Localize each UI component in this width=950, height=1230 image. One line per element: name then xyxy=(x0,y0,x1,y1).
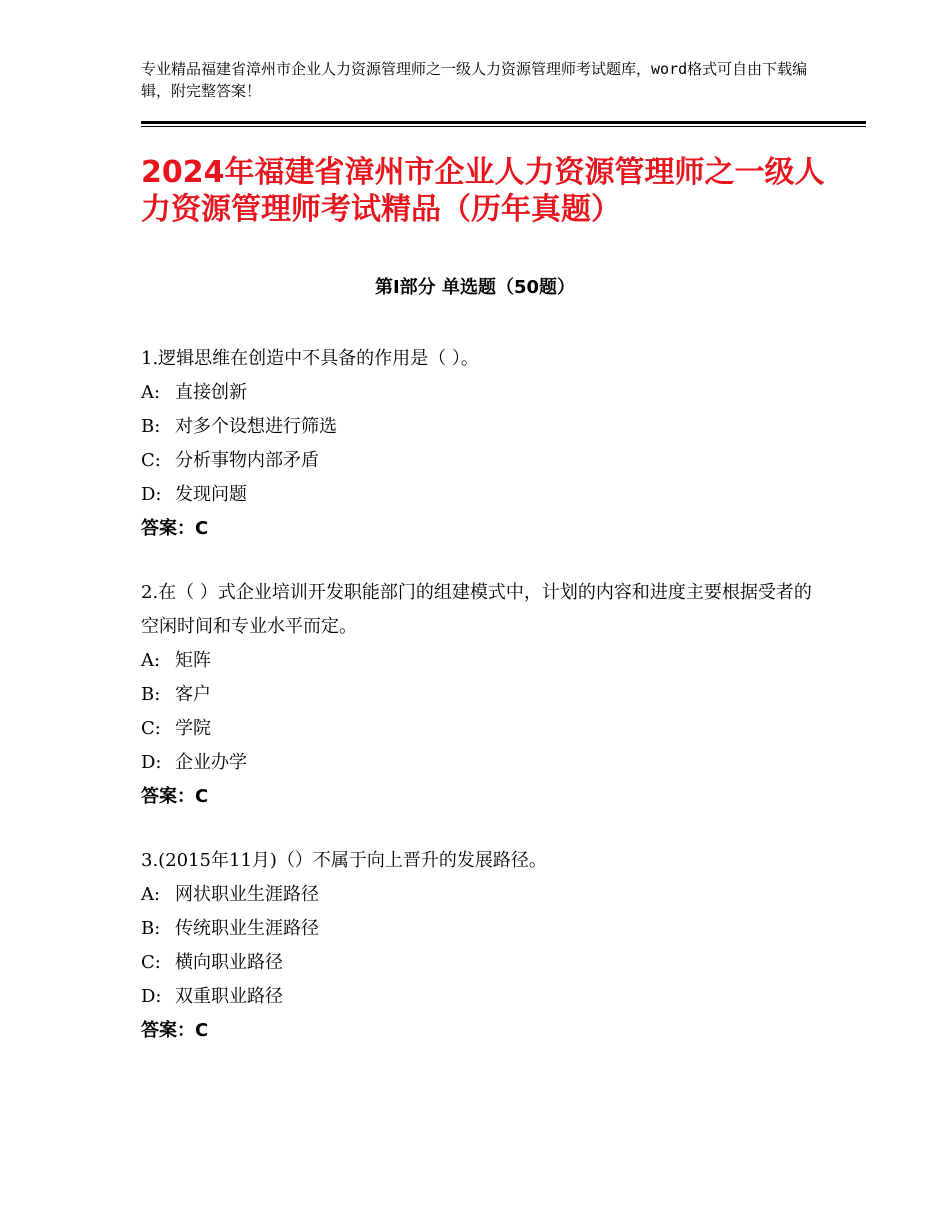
option-b xyxy=(141,912,821,946)
option-text: 对多个设想进行筛选 xyxy=(175,416,337,437)
option-b xyxy=(141,678,821,712)
option-d xyxy=(141,980,821,1014)
option-letter: D: xyxy=(141,484,162,505)
option-letter: A: xyxy=(141,650,161,671)
option-text: 双重职业路径 xyxy=(175,986,283,1007)
option-text: 横向职业路径 xyxy=(175,952,283,973)
option-c xyxy=(141,946,821,980)
header-divider-thick xyxy=(141,121,866,124)
option-letter: B: xyxy=(141,918,161,939)
option-letter: A: xyxy=(141,884,161,905)
option-letter: D: xyxy=(141,986,162,1007)
option-text: 直接创新 xyxy=(175,382,247,403)
option-b xyxy=(141,410,821,444)
answer-line xyxy=(141,512,821,546)
answer-value: C xyxy=(195,1020,209,1041)
option-text: 企业办学 xyxy=(175,752,247,773)
option-text: 网状职业生涯路径 xyxy=(175,884,319,905)
answer-value: C xyxy=(195,518,209,539)
question-list xyxy=(141,342,821,1078)
question-3 xyxy=(141,844,821,1048)
header-divider-thin xyxy=(141,126,866,127)
option-d xyxy=(141,478,821,512)
document-title: 2024年福建省漳州市企业人力资源管理师之一级人力资源管理师考试精品（历年真题） xyxy=(141,155,825,227)
answer-line xyxy=(141,1014,821,1048)
option-text: 客户 xyxy=(175,684,211,705)
question-stem: 2.在（ ）式企业培训开发职能部门的组建模式中，计划的内容和进度主要根据受者的空闲时间和专业水平而定。 xyxy=(141,582,812,637)
option-letter: B: xyxy=(141,416,161,437)
question-1 xyxy=(141,342,821,546)
answer-value: C xyxy=(195,786,209,807)
option-text: 矩阵 xyxy=(175,650,211,671)
answer-label: 答案： xyxy=(141,1020,195,1041)
option-letter: C: xyxy=(141,952,161,973)
option-letter: B: xyxy=(141,684,161,705)
option-c xyxy=(141,444,821,478)
answer-label: 答案： xyxy=(141,786,195,807)
section-heading: 第Ⅰ部分 单选题（50题） xyxy=(374,277,575,298)
answer-line xyxy=(141,780,821,814)
option-a xyxy=(141,878,821,912)
option-letter: A: xyxy=(141,382,161,403)
question-stem: 1.逻辑思维在创造中不具备的作用是（ ）。 xyxy=(141,348,479,369)
option-a xyxy=(141,644,821,678)
option-c xyxy=(141,712,821,746)
question-2 xyxy=(141,576,821,814)
option-letter: C: xyxy=(141,450,161,471)
option-text: 传统职业生涯路径 xyxy=(175,918,319,939)
option-a xyxy=(141,376,821,410)
option-text: 分析事物内部矛盾 xyxy=(175,450,319,471)
option-text: 学院 xyxy=(175,718,211,739)
answer-label: 答案： xyxy=(141,518,195,539)
header-note: 专业精品福建省漳州市企业人力资源管理师之一级人力资源管理师考试题库，word格式可自由下载编辑，附完整答案！ xyxy=(141,60,808,100)
option-text: 发现问题 xyxy=(175,484,247,505)
option-letter: C: xyxy=(141,718,161,739)
option-letter: D: xyxy=(141,752,162,773)
option-d xyxy=(141,746,821,780)
question-stem: 3.(2015年11月)（）不属于向上晋升的发展路径。 xyxy=(141,850,547,871)
